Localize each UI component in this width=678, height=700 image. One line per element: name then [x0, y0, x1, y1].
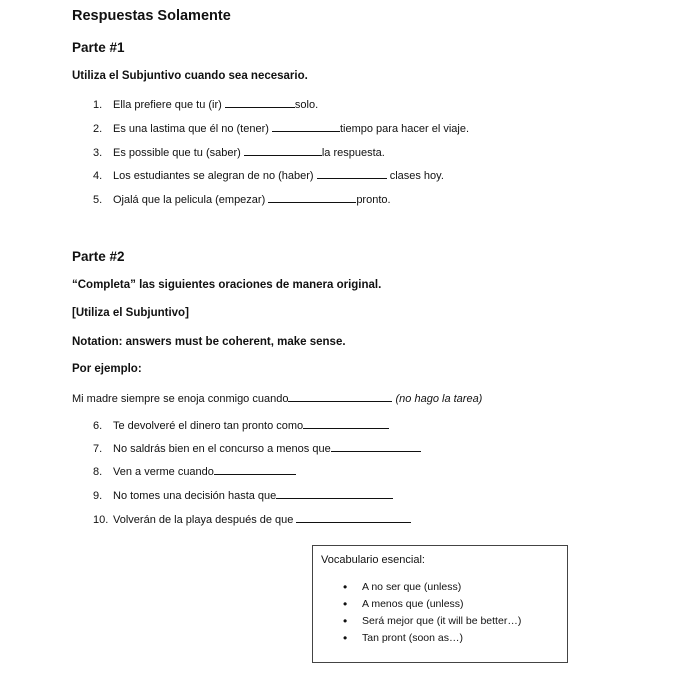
answer-blank[interactable]	[268, 192, 356, 203]
item-number: 1.	[93, 99, 103, 111]
item-number: 3.	[93, 147, 103, 159]
example-sentence	[72, 391, 482, 405]
list-item	[93, 192, 391, 206]
answer-blank[interactable]	[303, 418, 389, 429]
list-item	[93, 512, 411, 526]
item-text: pronto.	[356, 194, 391, 206]
item-text: Los estudiantes se alegran de no (haber)	[113, 170, 317, 182]
vocab-item: • A no ser que (unless)	[343, 579, 521, 596]
item-number: 5.	[93, 194, 103, 206]
item-text: Te devolveré el dinero tan pronto como	[113, 420, 304, 432]
item-number: 8.	[93, 466, 103, 478]
parte1-instruction: Utiliza el Subjuntivo cuando sea necesario.	[72, 70, 308, 82]
item-text: Ven a verme cuando	[113, 466, 214, 478]
item-text: la respuesta.	[321, 147, 385, 159]
example-label: Por ejemplo:	[72, 363, 142, 375]
item-text: Volverán de la playa después de que	[113, 514, 297, 526]
list-item	[93, 168, 444, 182]
example-answer: (no hago la tarea)	[395, 393, 483, 405]
item-text: Ella prefiere que tu (ir)	[113, 99, 225, 111]
example-blank	[288, 391, 392, 402]
list-item	[93, 441, 421, 455]
answer-blank[interactable]	[214, 464, 296, 475]
parte2-note-subjuntivo: [Utiliza el Subjuntivo]	[72, 307, 189, 319]
answer-blank[interactable]	[272, 121, 340, 132]
page-title: Respuestas Solamente	[72, 8, 231, 24]
list-item	[93, 145, 385, 159]
vocab-item: • A menos que (unless)	[343, 596, 521, 613]
item-text: Es possible que tu (saber)	[113, 147, 244, 159]
vocab-item: • Tan pront (soon as…)	[343, 630, 521, 647]
answer-blank[interactable]	[225, 97, 295, 108]
list-item	[93, 464, 296, 478]
vocab-item: • Será mejor que (it will be better…)	[343, 613, 521, 630]
item-text: No saldrás bien en el concurso a menos que	[113, 443, 331, 455]
answer-blank[interactable]	[331, 441, 421, 452]
item-number: 10.	[93, 514, 109, 526]
item-text: No tomes una decisión hasta que	[113, 490, 277, 502]
answer-blank[interactable]	[317, 168, 387, 179]
item-text: Es una lastima que él no (tener)	[113, 123, 272, 135]
vocab-list	[343, 579, 521, 647]
answer-blank[interactable]	[244, 145, 322, 156]
parte2-notation: Notation: answers must be coherent, make sense.	[72, 336, 346, 348]
item-number: 2.	[93, 123, 103, 135]
list-item	[93, 97, 318, 111]
item-number: 9.	[93, 490, 103, 502]
item-number: 7.	[93, 443, 103, 455]
item-text: Ojalá que la pelicula (empezar)	[113, 194, 269, 206]
item-number: 4.	[93, 170, 103, 182]
vocab-title: Vocabulario esencial:	[321, 554, 425, 566]
item-text: solo.	[294, 99, 319, 111]
parte2-instruction: “Completa” las siguientes oraciones de manera original.	[72, 279, 382, 291]
item-number: 6.	[93, 420, 103, 432]
item-text: clases hoy.	[386, 170, 444, 182]
list-item	[93, 418, 389, 432]
answer-blank[interactable]	[296, 512, 411, 523]
answer-blank[interactable]	[276, 488, 393, 499]
vocab-box	[312, 545, 568, 663]
item-text: tiempo para hacer el viaje.	[339, 123, 469, 135]
parte1-heading: Parte #1	[72, 40, 125, 55]
list-item	[93, 488, 393, 502]
parte2-heading: Parte #2	[72, 249, 125, 264]
example-text: Mi madre siempre se enoja conmigo cuando	[72, 393, 289, 405]
list-item	[93, 121, 469, 135]
